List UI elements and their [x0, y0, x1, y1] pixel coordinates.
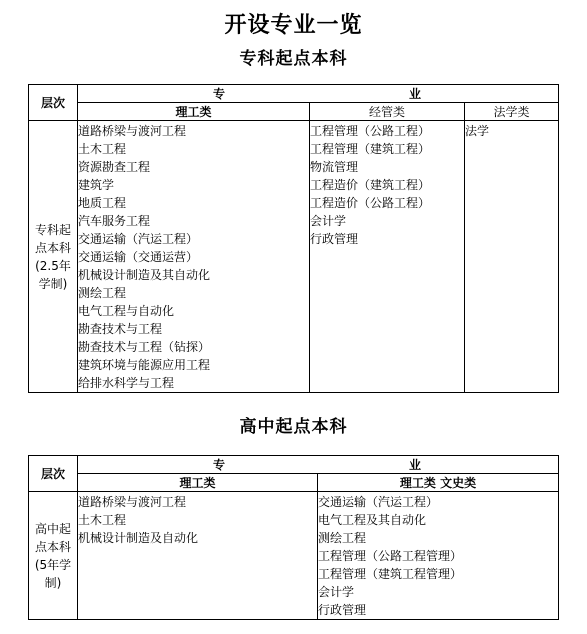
table-junior-college-to-bachelor	[28, 84, 559, 393]
header-major: 专 业	[78, 85, 559, 103]
list-item: 测绘工程	[78, 286, 127, 300]
major-list-science-humanities	[318, 492, 559, 620]
level-line: 高中起	[34, 521, 71, 536]
level-cell	[29, 492, 78, 620]
list-item: 土木工程	[78, 513, 127, 527]
list-item: 给排水科学与工程	[78, 376, 175, 390]
list-item: 会计学	[318, 585, 355, 599]
list-item: 工程造价（建筑工程）	[310, 178, 431, 192]
list-item: 会计学	[310, 214, 347, 228]
list-item: 电气工程与自动化	[78, 304, 175, 318]
list-item: 建筑环境与能源应用工程	[78, 358, 211, 372]
major-list-science-engineering	[78, 121, 310, 393]
list-item: 工程管理（建筑工程）	[310, 142, 431, 156]
list-item: 道路桥梁与渡河工程	[78, 495, 187, 509]
table-high-school-to-bachelor	[28, 455, 559, 620]
level-line: 专科起	[34, 222, 71, 237]
list-item: 地质工程	[78, 196, 127, 210]
header-level: 层次	[29, 456, 78, 492]
major-list-economics-management	[310, 121, 465, 393]
header-category-science-humanities: 理工类 文史类	[318, 474, 559, 492]
list-item: 勘查技术与工程（钻探）	[78, 340, 211, 354]
level-line: (2.5年	[35, 258, 71, 273]
list-item: 工程管理（公路工程）	[310, 124, 431, 138]
section-title-high-school: 高中起点本科	[239, 417, 348, 437]
header-level: 层次	[29, 85, 78, 121]
list-item: 资源勘查工程	[78, 160, 151, 174]
section-title-junior-college: 专科起点本科	[239, 49, 348, 69]
list-item: 行政管理	[318, 603, 367, 617]
header-category-science-engineering: 理工类	[78, 474, 318, 492]
header-category-science-engineering: 理工类	[78, 103, 310, 121]
level-line: 制)	[44, 575, 62, 590]
list-item: 交通运输（交通运营）	[78, 250, 199, 264]
list-item: 汽车服务工程	[78, 214, 151, 228]
list-item: 测绘工程	[318, 531, 367, 545]
header-category-economics-management: 经管类	[310, 103, 465, 121]
page-title: 开设专业一览	[224, 13, 363, 38]
header-major: 专 业	[78, 456, 559, 474]
level-line: 学制)	[38, 276, 68, 291]
list-item: 道路桥梁与渡河工程	[78, 124, 187, 138]
list-item: 交通运输（汽运工程）	[78, 232, 199, 246]
list-item: 工程管理（建筑工程管理）	[318, 567, 463, 581]
header-category-law: 法学类	[465, 103, 559, 121]
list-item: 法学	[465, 124, 490, 138]
list-item: 交通运输（汽运工程）	[318, 495, 439, 509]
list-item: 工程造价（公路工程）	[310, 196, 431, 210]
list-item: 勘查技术与工程	[78, 322, 163, 336]
list-item: 工程管理（公路工程管理）	[318, 549, 463, 563]
level-line: 点本科	[34, 539, 71, 554]
level-line: 点本科	[34, 240, 71, 255]
list-item: 机械设计制造及自动化	[78, 531, 199, 545]
list-item: 土木工程	[78, 142, 127, 156]
list-item: 电气工程及其自动化	[318, 513, 427, 527]
major-list-law	[465, 121, 559, 393]
level-cell	[29, 121, 78, 393]
major-list-science-engineering	[78, 492, 318, 620]
list-item: 建筑学	[78, 178, 115, 192]
list-item: 机械设计制造及其自动化	[78, 268, 211, 282]
list-item: 行政管理	[310, 232, 359, 246]
list-item: 物流管理	[310, 160, 359, 174]
level-line: (5年学	[34, 557, 72, 572]
